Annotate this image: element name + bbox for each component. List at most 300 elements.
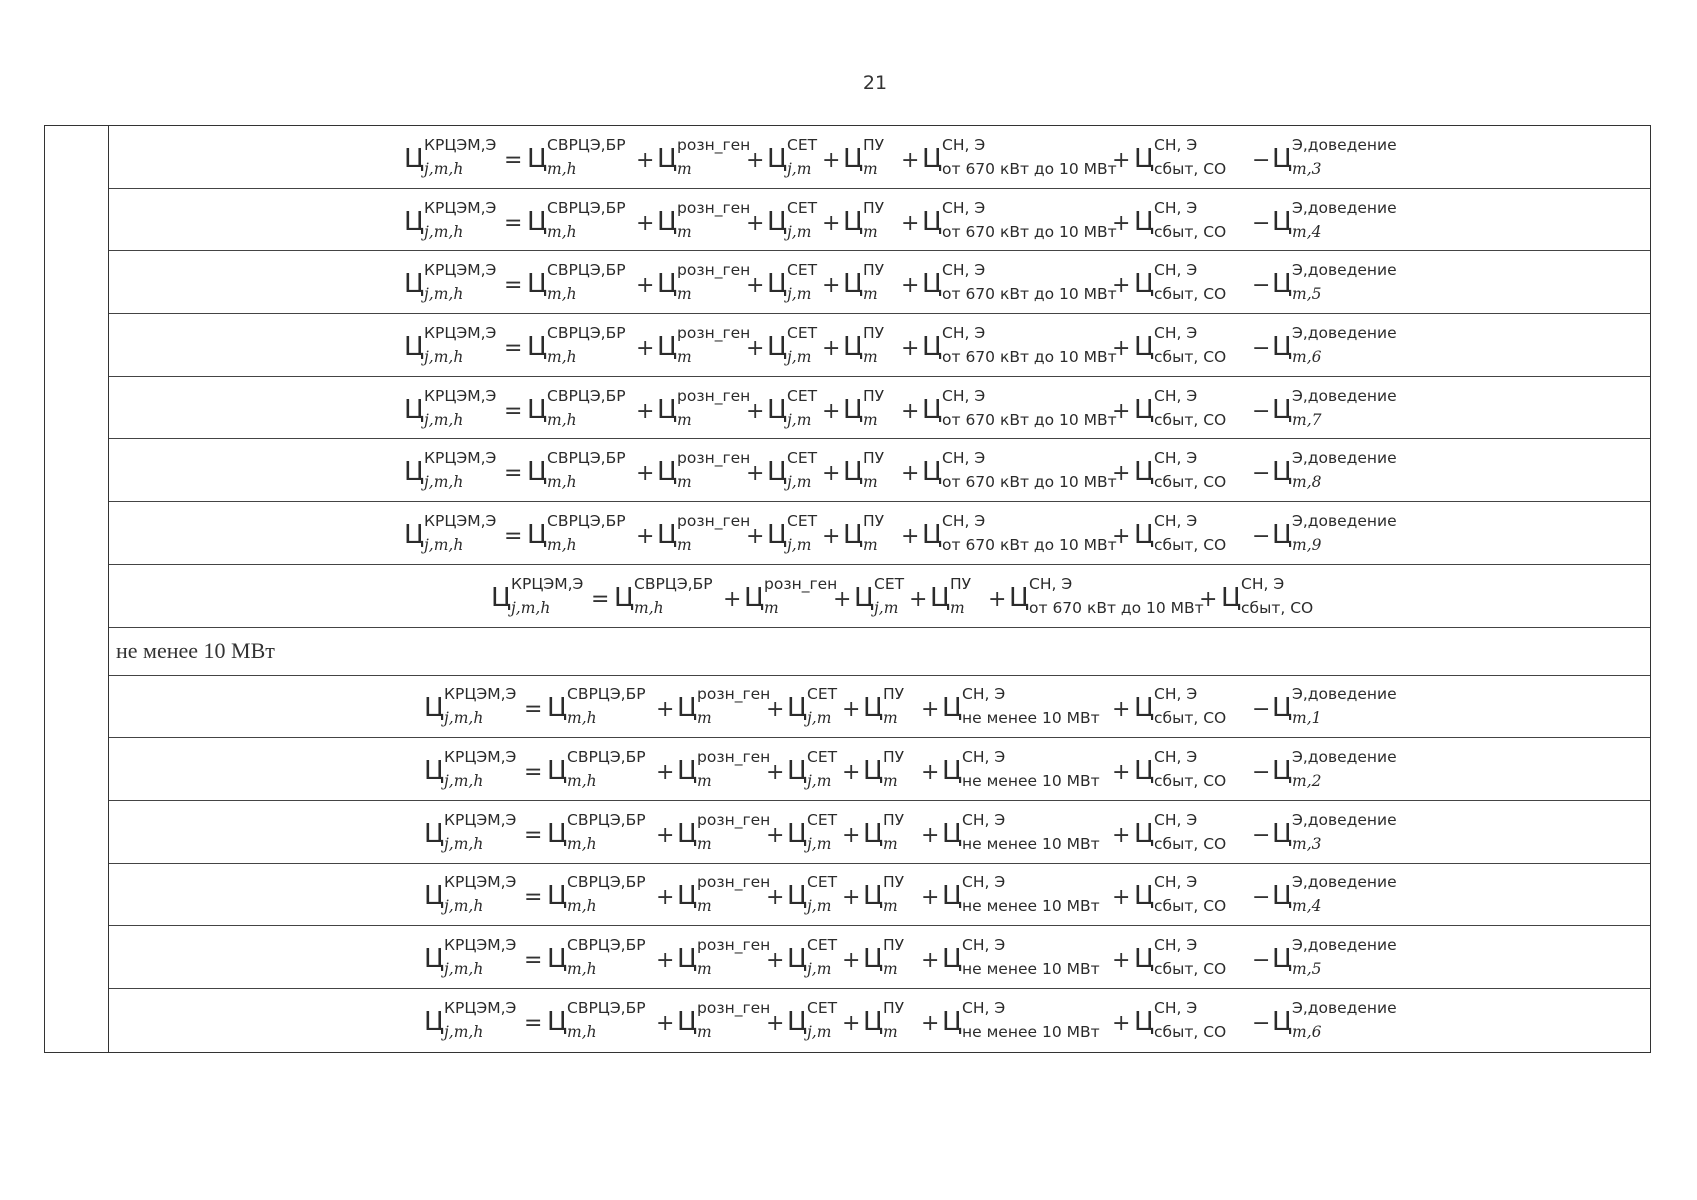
rozn-gen-symbol: Ц [657, 206, 678, 237]
plus-sign: + [901, 523, 920, 549]
rozn-gen-symbol: Ц [657, 519, 678, 550]
sbyt-subscript: сбыт, СО [1154, 159, 1227, 178]
sn-symbol: Ц [942, 881, 963, 912]
sn-symbol: Ц [942, 693, 963, 724]
plus-sign: + [822, 335, 841, 361]
pu-superscript: ПУ [863, 449, 885, 468]
svrcz-subscript: m,h [567, 1023, 597, 1042]
formula-row [108, 314, 1650, 377]
formula [491, 572, 1391, 620]
plus-sign: + [921, 697, 940, 723]
plus-sign: + [746, 398, 765, 424]
set-symbol: Ц [767, 457, 788, 488]
svrcz-subscript: m,h [567, 772, 597, 791]
plus-sign: + [921, 760, 940, 786]
lhs-superscript: КРЦЭМ,Э [444, 999, 517, 1018]
sbyt-superscript: СН, Э [1154, 685, 1198, 704]
plus-sign: + [842, 948, 861, 974]
rozn-gen-symbol: Ц [677, 1007, 698, 1038]
set-symbol: Ц [787, 756, 808, 787]
dovedenie-symbol: Ц [1272, 756, 1293, 787]
pu-subscript: m [883, 1023, 898, 1042]
plus-sign: + [766, 948, 785, 974]
sn-subscript: от 670 кВт до 10 МВт [942, 159, 1117, 178]
formula-row [108, 189, 1650, 252]
dovedenie-superscript: Э,доведение [1292, 261, 1397, 280]
formula [424, 682, 1397, 730]
rozn-gen-symbol: Ц [677, 818, 698, 849]
svrcz-subscript: m,h [547, 535, 577, 554]
minus-sign: − [1252, 697, 1271, 723]
sn-superscript: СН, Э [942, 198, 986, 217]
formula-row [108, 738, 1650, 801]
rozn-gen-superscript: розн_ген [764, 574, 838, 593]
rozn-gen-subscript: m [677, 347, 692, 366]
sbyt-symbol: Ц [1134, 1007, 1155, 1038]
plus-sign: + [901, 461, 920, 487]
pu-symbol: Ц [843, 269, 864, 300]
set-subscript: j,m [807, 960, 832, 979]
set-superscript: СЕТ [807, 873, 838, 892]
sbyt-symbol: Ц [1134, 519, 1155, 550]
dovedenie-subscript: m,3 [1292, 834, 1322, 853]
dovedenie-superscript: Э,доведение [1292, 511, 1397, 530]
sbyt-subscript: сбыт, СО [1154, 834, 1227, 853]
pu-subscript: m [950, 598, 965, 617]
lhs-symbol: Ц [424, 944, 445, 975]
formula-table [44, 125, 1651, 1053]
plus-sign: + [842, 885, 861, 911]
lhs-symbol: Ц [424, 818, 445, 849]
rozn-gen-superscript: розн_ген [697, 810, 771, 829]
set-symbol: Ц [767, 206, 788, 237]
set-subscript: j,m [787, 410, 812, 429]
lhs-subscript: j,m,h [424, 535, 464, 554]
dovedenie-symbol: Ц [1272, 143, 1293, 174]
svrcz-subscript: m,h [547, 347, 577, 366]
sn-symbol: Ц [1009, 582, 1030, 613]
minus-sign: − [1252, 948, 1271, 974]
svrcz-superscript: СВРЦЭ,БР [567, 873, 646, 892]
lhs-symbol: Ц [424, 693, 445, 724]
sn-symbol: Ц [942, 756, 963, 787]
sn-symbol: Ц [922, 269, 943, 300]
set-subscript: j,m [807, 772, 832, 791]
sbyt-superscript: СН, Э [1241, 574, 1285, 593]
lhs-superscript: КРЦЭМ,Э [444, 936, 517, 955]
sbyt-subscript: сбыт, СО [1154, 772, 1227, 791]
lhs-subscript: j,m,h [444, 1023, 484, 1042]
sn-subscript: от 670 кВт до 10 МВт [942, 285, 1117, 304]
plus-sign: + [636, 147, 655, 173]
sbyt-subscript: сбыт, СО [1154, 285, 1227, 304]
sbyt-subscript: сбыт, СО [1154, 897, 1227, 916]
lhs-symbol: Ц [404, 269, 425, 300]
plus-sign: + [901, 398, 920, 424]
plus-sign: + [766, 822, 785, 848]
plus-sign: + [723, 586, 742, 612]
formula-row [108, 801, 1650, 864]
dovedenie-subscript: m,7 [1292, 410, 1322, 429]
formula [424, 933, 1397, 981]
rozn-gen-symbol: Ц [677, 944, 698, 975]
pu-symbol: Ц [863, 944, 884, 975]
pu-superscript: ПУ [863, 386, 885, 405]
sn-symbol: Ц [942, 818, 963, 849]
dovedenie-symbol: Ц [1272, 331, 1293, 362]
formula [424, 870, 1397, 918]
svrcz-symbol: Ц [527, 331, 548, 362]
set-symbol: Ц [787, 1007, 808, 1038]
lhs-symbol: Ц [424, 881, 445, 912]
sbyt-subscript: сбыт, СО [1154, 709, 1227, 728]
plus-sign: + [656, 697, 675, 723]
pu-symbol: Ц [843, 394, 864, 425]
plus-sign: + [842, 1011, 861, 1037]
plus-sign: + [1112, 523, 1131, 549]
pu-superscript: ПУ [883, 748, 905, 767]
pu-symbol: Ц [863, 818, 884, 849]
minus-sign: − [1252, 822, 1271, 848]
plus-sign: + [766, 885, 785, 911]
rozn-gen-subscript: m [677, 473, 692, 492]
plus-sign: + [1112, 760, 1131, 786]
plus-sign: + [1112, 210, 1131, 236]
set-subscript: j,m [787, 347, 812, 366]
dovedenie-symbol: Ц [1272, 206, 1293, 237]
sn-subscript: не менее 10 МВт [962, 897, 1100, 916]
lhs-superscript: КРЦЭМ,Э [424, 449, 497, 468]
rozn-gen-subscript: m [677, 535, 692, 554]
sn-symbol: Ц [922, 519, 943, 550]
plus-sign: + [656, 948, 675, 974]
pu-symbol: Ц [843, 143, 864, 174]
sn-superscript: СН, Э [962, 810, 1006, 829]
dovedenie-symbol: Ц [1272, 693, 1293, 724]
plus-sign: + [921, 885, 940, 911]
sbyt-symbol: Ц [1221, 582, 1242, 613]
svrcz-subscript: m,h [547, 410, 577, 429]
plus-sign: + [746, 147, 765, 173]
rozn-gen-superscript: розн_ген [697, 936, 771, 955]
dovedenie-superscript: Э,доведение [1292, 685, 1397, 704]
rozn-gen-superscript: розн_ген [677, 135, 751, 154]
sn-subscript: не менее 10 МВт [962, 960, 1100, 979]
rozn-gen-superscript: розн_ген [697, 748, 771, 767]
rozn-gen-superscript: розн_ген [697, 685, 771, 704]
dovedenie-superscript: Э,доведение [1292, 873, 1397, 892]
svrcz-superscript: СВРЦЭ,БР [547, 511, 626, 530]
pu-symbol: Ц [843, 457, 864, 488]
svrcz-subscript: m,h [547, 473, 577, 492]
svrcz-superscript: СВРЦЭ,БР [547, 449, 626, 468]
svrcz-subscript: m,h [567, 834, 597, 853]
pu-subscript: m [863, 410, 878, 429]
pu-subscript: m [863, 347, 878, 366]
sbyt-superscript: СН, Э [1154, 135, 1198, 154]
plus-sign: + [656, 885, 675, 911]
lhs-symbol: Ц [404, 143, 425, 174]
pu-superscript: ПУ [863, 198, 885, 217]
minus-sign: − [1252, 523, 1271, 549]
set-symbol: Ц [787, 818, 808, 849]
set-superscript: СЕТ [807, 936, 838, 955]
dovedenie-subscript: m,4 [1292, 897, 1322, 916]
plus-sign: + [909, 586, 928, 612]
plus-sign: + [636, 523, 655, 549]
rozn-gen-symbol: Ц [657, 457, 678, 488]
dovedenie-subscript: m,2 [1292, 772, 1322, 791]
sn-subscript: от 670 кВт до 10 МВт [942, 473, 1117, 492]
plus-sign: + [901, 335, 920, 361]
set-symbol: Ц [854, 582, 875, 613]
svrcz-subscript: m,h [547, 159, 577, 178]
plus-sign: + [746, 335, 765, 361]
sbyt-subscript: сбыт, СО [1154, 1023, 1227, 1042]
formula-row [108, 864, 1650, 927]
lhs-superscript: КРЦЭМ,Э [424, 511, 497, 530]
pu-subscript: m [883, 772, 898, 791]
sn-symbol: Ц [922, 394, 943, 425]
sn-superscript: СН, Э [962, 748, 1006, 767]
plus-sign: + [1112, 1011, 1131, 1037]
formula-row [108, 676, 1650, 739]
lhs-subscript: j,m,h [424, 347, 464, 366]
lhs-superscript: КРЦЭМ,Э [424, 198, 497, 217]
rozn-gen-subscript: m [677, 410, 692, 429]
sbyt-superscript: СН, Э [1154, 386, 1198, 405]
set-subscript: j,m [807, 834, 832, 853]
formula [404, 509, 1397, 557]
svrcz-symbol: Ц [547, 756, 568, 787]
plus-sign: + [822, 273, 841, 299]
plus-sign: + [766, 1011, 785, 1037]
sn-superscript: СН, Э [942, 511, 986, 530]
set-subscript: j,m [807, 709, 832, 728]
formula-row [108, 989, 1650, 1052]
sn-superscript: СН, Э [962, 999, 1006, 1018]
lhs-subscript: j,m,h [444, 960, 484, 979]
pu-symbol: Ц [863, 1007, 884, 1038]
dovedenie-superscript: Э,доведение [1292, 135, 1397, 154]
set-subscript: j,m [787, 535, 812, 554]
pu-symbol: Ц [843, 519, 864, 550]
sn-superscript: СН, Э [962, 936, 1006, 955]
page-number: 21 [862, 72, 888, 94]
lhs-symbol: Ц [424, 1007, 445, 1038]
svrcz-symbol: Ц [527, 269, 548, 300]
svrcz-superscript: СВРЦЭ,БР [547, 323, 626, 342]
pu-subscript: m [863, 535, 878, 554]
svrcz-symbol: Ц [614, 582, 635, 613]
dovedenie-superscript: Э,доведение [1292, 449, 1397, 468]
equals-sign: = [504, 398, 523, 424]
set-superscript: СЕТ [787, 449, 818, 468]
minus-sign: − [1252, 885, 1271, 911]
dovedenie-subscript: m,6 [1292, 347, 1322, 366]
formula [424, 808, 1397, 856]
dovedenie-superscript: Э,доведение [1292, 386, 1397, 405]
sbyt-superscript: СН, Э [1154, 999, 1198, 1018]
plus-sign: + [746, 273, 765, 299]
dovedenie-subscript: m,5 [1292, 960, 1322, 979]
plus-sign: + [901, 273, 920, 299]
sn-symbol: Ц [922, 457, 943, 488]
svrcz-superscript: СВРЦЭ,БР [567, 936, 646, 955]
svrcz-symbol: Ц [547, 693, 568, 724]
formula-row [108, 926, 1650, 989]
sbyt-subscript: сбыт, СО [1154, 222, 1227, 241]
lhs-symbol: Ц [491, 582, 512, 613]
rozn-gen-superscript: розн_ген [677, 386, 751, 405]
plus-sign: + [822, 147, 841, 173]
plus-sign: + [746, 461, 765, 487]
svrcz-symbol: Ц [547, 944, 568, 975]
sn-subscript: от 670 кВт до 10 МВт [1029, 598, 1204, 617]
dovedenie-subscript: m,6 [1292, 1023, 1322, 1042]
set-subscript: j,m [807, 1023, 832, 1042]
sbyt-subscript: сбыт, СО [1154, 960, 1227, 979]
sn-symbol: Ц [942, 1007, 963, 1038]
table-rows [45, 126, 1650, 1052]
svrcz-superscript: СВРЦЭ,БР [634, 574, 713, 593]
equals-sign: = [524, 822, 543, 848]
equals-sign: = [504, 523, 523, 549]
dovedenie-superscript: Э,доведение [1292, 810, 1397, 829]
dovedenie-symbol: Ц [1272, 881, 1293, 912]
plus-sign: + [656, 760, 675, 786]
pu-symbol: Ц [930, 582, 951, 613]
sbyt-superscript: СН, Э [1154, 810, 1198, 829]
formula-row [108, 377, 1650, 440]
rozn-gen-subscript: m [677, 159, 692, 178]
set-subscript: j,m [807, 897, 832, 916]
plus-sign: + [636, 398, 655, 424]
pu-symbol: Ц [863, 693, 884, 724]
sn-subscript: от 670 кВт до 10 МВт [942, 410, 1117, 429]
plus-sign: + [1112, 822, 1131, 848]
formula-row [108, 502, 1650, 565]
svrcz-superscript: СВРЦЭ,БР [547, 198, 626, 217]
svrcz-subscript: m,h [547, 285, 577, 304]
sn-symbol: Ц [922, 206, 943, 237]
rozn-gen-superscript: розн_ген [677, 511, 751, 530]
sbyt-subscript: сбыт, СО [1154, 473, 1227, 492]
lhs-superscript: КРЦЭМ,Э [444, 748, 517, 767]
dovedenie-subscript: m,5 [1292, 285, 1322, 304]
svrcz-subscript: m,h [567, 709, 597, 728]
lhs-subscript: j,m,h [424, 285, 464, 304]
set-symbol: Ц [767, 519, 788, 550]
sbyt-subscript: сбыт, СО [1154, 347, 1227, 366]
plus-sign: + [833, 586, 852, 612]
lhs-superscript: КРЦЭМ,Э [444, 873, 517, 892]
sn-superscript: СН, Э [962, 873, 1006, 892]
pu-subscript: m [863, 473, 878, 492]
sbyt-superscript: СН, Э [1154, 449, 1198, 468]
plus-sign: + [636, 210, 655, 236]
rozn-gen-subscript: m [697, 897, 712, 916]
lhs-subscript: j,m,h [444, 772, 484, 791]
plus-sign: + [921, 822, 940, 848]
plus-sign: + [1112, 461, 1131, 487]
pu-superscript: ПУ [883, 685, 905, 704]
rozn-gen-superscript: розн_ген [677, 449, 751, 468]
sbyt-subscript: сбыт, СО [1241, 598, 1314, 617]
equals-sign: = [524, 948, 543, 974]
formula [404, 196, 1397, 244]
lhs-subscript: j,m,h [444, 834, 484, 853]
plus-sign: + [921, 948, 940, 974]
minus-sign: − [1252, 335, 1271, 361]
plus-sign: + [636, 335, 655, 361]
plus-sign: + [822, 523, 841, 549]
lhs-superscript: КРЦЭМ,Э [424, 323, 497, 342]
sbyt-symbol: Ц [1134, 143, 1155, 174]
sn-superscript: СН, Э [962, 685, 1006, 704]
plus-sign: + [1112, 948, 1131, 974]
rozn-gen-symbol: Ц [744, 582, 765, 613]
pu-subscript: m [883, 709, 898, 728]
sn-subscript: не менее 10 МВт [962, 709, 1100, 728]
plus-sign: + [636, 273, 655, 299]
equals-sign: = [504, 147, 523, 173]
rozn-gen-superscript: розн_ген [677, 198, 751, 217]
svrcz-superscript: СВРЦЭ,БР [567, 748, 646, 767]
set-symbol: Ц [767, 269, 788, 300]
equals-sign: = [524, 760, 543, 786]
svrcz-symbol: Ц [527, 206, 548, 237]
dovedenie-subscript: m,1 [1292, 709, 1322, 728]
sbyt-superscript: СН, Э [1154, 511, 1198, 530]
lhs-symbol: Ц [404, 519, 425, 550]
set-superscript: СЕТ [787, 323, 818, 342]
sbyt-superscript: СН, Э [1154, 748, 1198, 767]
sn-subscript: от 670 кВт до 10 МВт [942, 222, 1117, 241]
lhs-superscript: КРЦЭМ,Э [424, 135, 497, 154]
rozn-gen-superscript: розн_ген [697, 999, 771, 1018]
rozn-gen-subscript: m [677, 222, 692, 241]
lhs-symbol: Ц [424, 756, 445, 787]
svrcz-subscript: m,h [567, 897, 597, 916]
svrcz-symbol: Ц [547, 881, 568, 912]
set-superscript: СЕТ [787, 261, 818, 280]
plus-sign: + [746, 210, 765, 236]
pu-superscript: ПУ [883, 810, 905, 829]
plus-sign: + [656, 1011, 675, 1037]
set-superscript: СЕТ [807, 810, 838, 829]
plus-sign: + [921, 1011, 940, 1037]
set-symbol: Ц [787, 693, 808, 724]
formula [404, 446, 1397, 494]
sbyt-superscript: СН, Э [1154, 936, 1198, 955]
dovedenie-subscript: m,8 [1292, 473, 1322, 492]
rozn-gen-symbol: Ц [657, 331, 678, 362]
set-symbol: Ц [787, 881, 808, 912]
plus-sign: + [822, 398, 841, 424]
dovedenie-subscript: m,3 [1292, 159, 1322, 178]
dovedenie-superscript: Э,доведение [1292, 198, 1397, 217]
set-superscript: СЕТ [807, 999, 838, 1018]
set-superscript: СЕТ [787, 511, 818, 530]
sn-symbol: Ц [942, 944, 963, 975]
equals-sign: = [524, 1011, 543, 1037]
minus-sign: − [1252, 210, 1271, 236]
rozn-gen-symbol: Ц [657, 143, 678, 174]
rozn-gen-symbol: Ц [657, 394, 678, 425]
sn-symbol: Ц [922, 331, 943, 362]
lhs-subscript: j,m,h [444, 709, 484, 728]
